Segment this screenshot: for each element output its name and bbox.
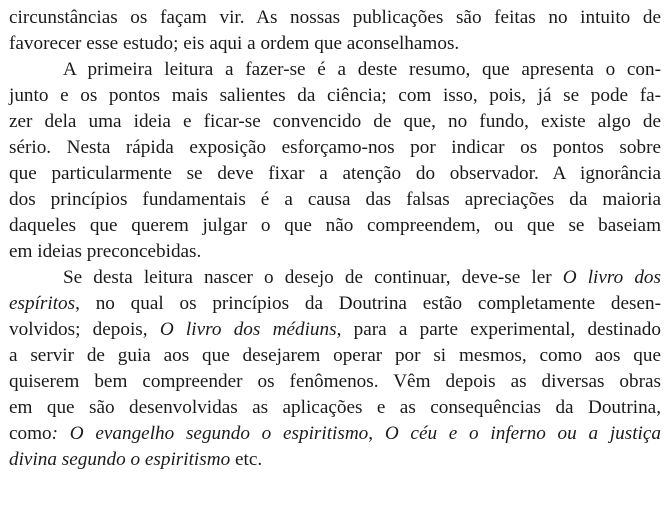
text-line: zer dela uma ideia e ficar-se convencido de que, no fundo, existe algo de <box>9 111 661 132</box>
paragraph-2 <box>9 57 661 265</box>
text-line <box>9 317 661 343</box>
text-segment: como <box>9 423 52 444</box>
text-segment: volvidos; depois, <box>9 319 160 340</box>
text-line: sério. Nesta rápida exposição esforçamo-nos por indicar os pontos sobre <box>9 137 661 158</box>
text-segment: etc. <box>230 449 263 470</box>
text-line: quiserem bem compreender os fenômenos. Vêm depois as diversas obras <box>9 371 661 392</box>
paragraph-1 <box>9 5 661 57</box>
book-title: O céu e o inferno ou a justiça <box>384 423 661 444</box>
text-line <box>9 291 661 317</box>
text-segment: Se desta leitura nascer o desejo de continuar, deve-se ler <box>63 267 563 288</box>
book-title: : O evangelho segundo o espiritismo <box>51 423 369 444</box>
text-segment: , no qual os princípios da Doutrina estão completamente desen- <box>75 293 661 314</box>
text-line: a servir de guia aos que desejarem operar por si mesmos, como aos que <box>9 345 661 366</box>
text-line <box>9 447 661 473</box>
text-segment: , <box>368 423 385 444</box>
text-line <box>9 265 661 291</box>
book-title: O livro dos <box>562 267 661 288</box>
book-title: divina segundo o espiritismo <box>9 449 231 470</box>
text-line: que particularmente se deve fixar a atenção do observador. A ignorância <box>9 163 661 184</box>
document-page <box>9 5 661 473</box>
text-line: A primeira leitura a fazer-se é a deste resumo, que apresenta o con- <box>63 59 661 80</box>
text-line: dos princípios fundamentais é a causa das falsas apreciações da maioria <box>9 189 661 210</box>
text-line: junto e os pontos mais salientes da ciência; com isso, pois, já se pode fa- <box>9 85 661 106</box>
text-segment: , para a parte experimental, destinado <box>336 319 661 340</box>
book-title: O livro dos médiuns <box>159 319 337 340</box>
text-line: em ideias preconcebidas. <box>9 241 202 262</box>
text-line: favorecer esse estudo; eis aqui a ordem que aconselhamos. <box>9 33 460 54</box>
text-line: circunstâncias os façam vir. As nossas publicações são feitas no intuito de <box>9 7 661 28</box>
book-title: espíritos <box>9 293 76 314</box>
text-line: daqueles que querem julgar o que não compreendem, ou que se baseiam <box>9 215 661 236</box>
paragraph-3 <box>9 265 661 473</box>
text-line <box>9 421 661 447</box>
text-line: em que são desenvolvidas as aplicações e as consequências da Doutrina, <box>9 397 661 418</box>
